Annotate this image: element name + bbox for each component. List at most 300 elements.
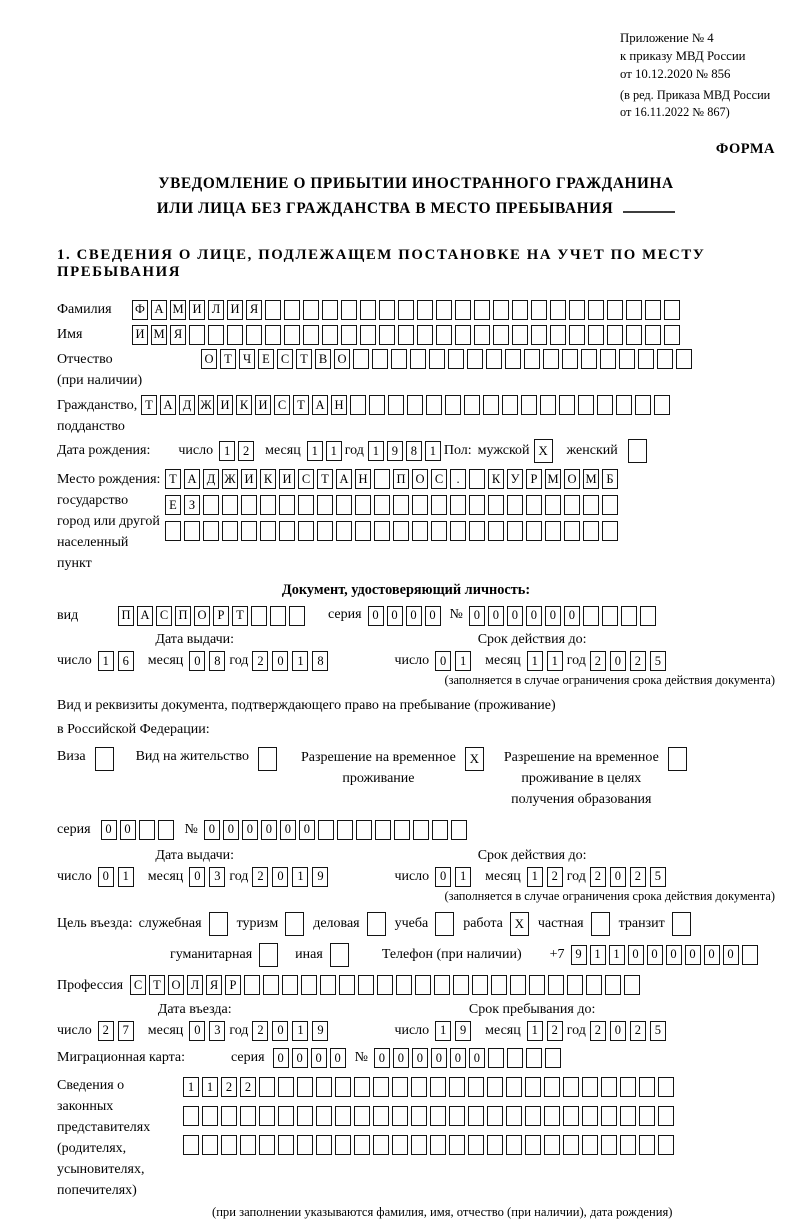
char-cell: [468, 1135, 484, 1155]
char-cell: [658, 1106, 674, 1126]
char-cell: 8: [406, 441, 422, 461]
residence-expiry-month-cells: [527, 867, 567, 887]
birth-place-row-1: [165, 469, 621, 489]
char-cell: [586, 975, 602, 995]
char-cell: 3: [209, 1021, 225, 1041]
form-title: [57, 172, 775, 221]
char-cell: [464, 395, 480, 415]
char-cell: [455, 300, 471, 320]
char-cell: [391, 349, 407, 369]
char-cell: 8: [312, 651, 328, 671]
char-cell: 0: [261, 820, 277, 840]
char-cell: П: [118, 606, 134, 626]
char-cell: [183, 1135, 199, 1155]
char-cell: 0: [628, 945, 644, 965]
char-cell: 2: [630, 651, 646, 671]
char-cell: [445, 395, 461, 415]
amendment-line: (в ред. Приказа МВД России: [620, 87, 771, 102]
residence-permit-option: Вид на жительство: [136, 747, 277, 771]
char-cell: Т: [293, 395, 309, 415]
char-cell: 2: [630, 1021, 646, 1041]
char-cell: [316, 1106, 332, 1126]
char-cell: К: [488, 469, 504, 489]
char-cell: С: [274, 395, 290, 415]
char-cell: [563, 1077, 579, 1097]
representatives-cells: [183, 1075, 677, 1161]
char-cell: 2: [221, 1077, 237, 1097]
char-cell: [393, 495, 409, 515]
residence-issue-date-group: Дата выдачи: число 0 1 месяц 0 3 год 2 0 1 9: [57, 848, 332, 887]
char-cell: [246, 325, 262, 345]
char-cell: [468, 1077, 484, 1097]
char-cell: [251, 606, 267, 626]
purpose-transit: транзит: [619, 912, 691, 936]
birth-date-label: Дата рождения:: [57, 442, 151, 458]
char-cell: [510, 975, 526, 995]
char-cell: 0: [526, 606, 542, 626]
char-cell: [316, 1077, 332, 1097]
patronymic-label: Отчество (при наличии): [57, 352, 143, 389]
char-cell: [658, 1077, 674, 1097]
char-cell: [449, 1106, 465, 1126]
visit-purpose-row-2: [170, 943, 775, 967]
char-cell: [583, 495, 599, 515]
purpose-business-checkbox: [367, 912, 386, 936]
char-cell: 2: [98, 1021, 114, 1041]
char-cell: О: [412, 469, 428, 489]
char-cell: 1: [202, 1077, 218, 1097]
char-cell: [392, 1106, 408, 1126]
char-cell: [488, 495, 504, 515]
char-cell: С: [431, 469, 447, 489]
char-cell: 5: [650, 651, 666, 671]
char-cell: [241, 495, 257, 515]
char-cell: 1: [307, 441, 323, 461]
purpose-humanitarian-checkbox: [259, 943, 278, 967]
char-cell: [139, 820, 155, 840]
birth-place-cells: [165, 469, 621, 547]
char-cell: 0: [431, 1048, 447, 1068]
char-cell: [607, 300, 623, 320]
char-cell: [260, 521, 276, 541]
char-cell: 0: [507, 606, 523, 626]
char-cell: [525, 1077, 541, 1097]
char-cell: [158, 820, 174, 840]
entry-date-heading: Дата въезда:: [157, 1001, 232, 1017]
char-cell: Н: [331, 395, 347, 415]
char-cell: 0: [666, 945, 682, 965]
char-cell: [436, 300, 452, 320]
birth-place-label: Место рождения: государство город или другой населенный пункт: [57, 472, 161, 572]
char-cell: 0: [330, 1048, 346, 1068]
char-cell: [374, 469, 390, 489]
char-cell: 0: [120, 820, 136, 840]
char-cell: 9: [387, 441, 403, 461]
char-cell: [411, 1135, 427, 1155]
char-cell: [507, 521, 523, 541]
char-cell: 2: [252, 651, 268, 671]
char-cell: [545, 1048, 561, 1068]
name-label: Имя: [57, 327, 83, 343]
char-cell: Я: [170, 325, 186, 345]
char-cell: 0: [545, 606, 561, 626]
char-cell: З: [184, 495, 200, 515]
char-cell: 1: [98, 651, 114, 671]
temporary-residence-checkbox: X: [465, 747, 484, 771]
char-cell: [645, 300, 661, 320]
char-cell: [582, 1077, 598, 1097]
char-cell: [279, 495, 295, 515]
visa-option: Виза: [57, 747, 114, 771]
char-cell: [301, 975, 317, 995]
char-cell: [320, 975, 336, 995]
char-cell: [563, 1106, 579, 1126]
char-cell: [507, 1048, 523, 1068]
char-cell: Е: [165, 495, 181, 515]
char-cell: 0: [101, 820, 117, 840]
amendment-line: от 16.11.2022 № 867): [620, 104, 730, 119]
char-cell: Т: [232, 606, 248, 626]
char-cell: [506, 1135, 522, 1155]
char-cell: 8: [209, 651, 225, 671]
char-cell: [393, 521, 409, 541]
char-cell: [624, 975, 640, 995]
char-cell: [601, 1077, 617, 1097]
residence-series-label: серия: [57, 821, 91, 837]
char-cell: [602, 495, 618, 515]
purpose-official-checkbox: [209, 912, 228, 936]
char-cell: 5: [650, 1021, 666, 1041]
char-cell: [284, 300, 300, 320]
birth-day-cells: [219, 441, 257, 461]
char-cell: 0: [704, 945, 720, 965]
char-cell: [431, 495, 447, 515]
char-cell: [289, 606, 305, 626]
char-cell: 0: [387, 606, 403, 626]
char-cell: 1: [292, 1021, 308, 1041]
char-cell: О: [334, 349, 350, 369]
char-cell: [619, 349, 635, 369]
char-cell: [377, 975, 393, 995]
char-cell: 2: [547, 867, 563, 887]
char-cell: 1: [609, 945, 625, 965]
residence-intro-line-1: Вид и реквизиты документа, подтверждающего право на пребывание (проживание): [57, 698, 556, 714]
char-cell: 0: [280, 820, 296, 840]
char-cell: [493, 300, 509, 320]
char-cell: [640, 606, 656, 626]
char-cell: [602, 606, 618, 626]
char-cell: 0: [292, 1048, 308, 1068]
char-cell: [374, 521, 390, 541]
char-cell: [502, 395, 518, 415]
stay-day-cells: [435, 1021, 475, 1041]
char-cell: [165, 521, 181, 541]
char-cell: [398, 325, 414, 345]
residence-expiry-date-group: Срок действия до: число 0 1 месяц 1 2 год 2 0 2 5: [394, 848, 669, 887]
char-cell: [335, 1135, 351, 1155]
char-cell: Т: [220, 349, 236, 369]
char-cell: [259, 1135, 275, 1155]
char-cell: [407, 395, 423, 415]
doc-kind-label: вид: [57, 608, 79, 624]
sex-male-label: мужской: [477, 442, 530, 458]
char-cell: С: [298, 469, 314, 489]
char-cell: [278, 1106, 294, 1126]
char-cell: 1: [455, 867, 471, 887]
char-cell: [639, 1077, 655, 1097]
char-cell: [564, 521, 580, 541]
char-cell: [354, 1135, 370, 1155]
purpose-study: учеба: [395, 912, 455, 936]
residence-number-cells: [204, 820, 470, 840]
char-cell: [488, 1048, 504, 1068]
char-cell: [259, 1106, 275, 1126]
purpose-tourism-checkbox: [285, 912, 304, 936]
char-cell: С: [277, 349, 293, 369]
profession-label: Профессия: [57, 977, 124, 993]
representatives-row-3: [183, 1135, 677, 1155]
sex-female-checkbox: [628, 439, 647, 463]
representatives-note: (при заполнении указываются фамилия, имя, отчество (при наличии), дата рождения): [212, 1205, 673, 1220]
char-cell: 1: [527, 1021, 543, 1041]
migration-card-label: Миграционная карта:: [57, 1049, 186, 1065]
char-cell: [278, 1077, 294, 1097]
entry-date-group: Дата въезда: число 2 7 месяц 0 3 год 2 0 1 9: [57, 1002, 332, 1041]
char-cell: [221, 1135, 237, 1155]
char-cell: [417, 300, 433, 320]
char-cell: [282, 975, 298, 995]
char-cell: [354, 1077, 370, 1097]
residence-issue-heading: Дата выдачи:: [155, 847, 235, 863]
char-cell: [318, 820, 334, 840]
char-cell: [278, 1135, 294, 1155]
char-cell: 9: [455, 1021, 471, 1041]
char-cell: [550, 300, 566, 320]
birth-place-row-2: [165, 495, 621, 515]
char-cell: 0: [564, 606, 580, 626]
char-cell: Д: [203, 469, 219, 489]
annex-block: [620, 30, 800, 121]
char-cell: 1: [435, 1021, 451, 1041]
char-cell: [451, 820, 467, 840]
char-cell: [654, 395, 670, 415]
char-cell: 1: [527, 867, 543, 887]
char-cell: 2: [590, 1021, 606, 1041]
purpose-study-checkbox: [435, 912, 454, 936]
char-cell: Р: [225, 975, 241, 995]
purpose-private: частная: [538, 912, 610, 936]
char-cell: [658, 1135, 674, 1155]
char-cell: [506, 1106, 522, 1126]
char-cell: К: [236, 395, 252, 415]
char-cell: [742, 945, 758, 965]
char-cell: [372, 349, 388, 369]
char-cell: О: [194, 606, 210, 626]
char-cell: [620, 1135, 636, 1155]
char-cell: [240, 1106, 256, 1126]
char-cell: [259, 1077, 275, 1097]
char-cell: [353, 349, 369, 369]
char-cell: [358, 975, 374, 995]
char-cell: [512, 325, 528, 345]
migration-card-number-label: №: [354, 1049, 368, 1065]
char-cell: [474, 300, 490, 320]
char-cell: [605, 975, 621, 995]
char-cell: [373, 1106, 389, 1126]
char-cell: [544, 1135, 560, 1155]
char-cell: 0: [189, 1021, 205, 1041]
purpose-work: работа X: [463, 912, 529, 936]
char-cell: [472, 975, 488, 995]
doc-issue-heading: Дата выдачи:: [155, 632, 235, 648]
char-cell: [487, 1135, 503, 1155]
char-cell: 1: [292, 651, 308, 671]
char-cell: Д: [179, 395, 195, 415]
char-cell: [562, 349, 578, 369]
char-cell: [469, 521, 485, 541]
char-cell: О: [168, 975, 184, 995]
char-cell: [453, 975, 469, 995]
char-cell: [607, 325, 623, 345]
char-cell: [184, 521, 200, 541]
char-cell: [426, 395, 442, 415]
title-line-1: УВЕДОМЛЕНИЕ О ПРИБЫТИИ ИНОСТРАННОГО ГРАЖДАНИНА: [158, 175, 674, 193]
char-cell: [468, 1106, 484, 1126]
sex-label: Пол:: [443, 442, 472, 458]
purpose-transit-checkbox: [672, 912, 691, 936]
char-cell: [203, 495, 219, 515]
char-cell: 2: [240, 1077, 256, 1097]
entry-year-cells: [252, 1021, 332, 1041]
profession-cells: [130, 975, 643, 995]
char-cell: [626, 300, 642, 320]
char-cell: 2: [238, 441, 254, 461]
char-cell: [559, 395, 575, 415]
char-cell: 2: [547, 1021, 563, 1041]
char-cell: [545, 521, 561, 541]
char-cell: А: [137, 606, 153, 626]
char-cell: [449, 1135, 465, 1155]
patronymic-cells: [201, 349, 695, 369]
char-cell: [335, 1077, 351, 1097]
char-cell: [526, 495, 542, 515]
char-cell: 1: [425, 441, 441, 461]
residence-permit-checkbox: [258, 747, 277, 771]
visa-checkbox: [95, 747, 114, 771]
entry-month-cells: [189, 1021, 229, 1041]
char-cell: А: [160, 395, 176, 415]
char-cell: [355, 521, 371, 541]
char-cell: [529, 975, 545, 995]
char-cell: 2: [252, 1021, 268, 1041]
char-cell: Т: [165, 469, 181, 489]
char-cell: [540, 395, 556, 415]
char-cell: [415, 975, 431, 995]
migration-card-number-cells: [374, 1048, 564, 1068]
char-cell: [202, 1135, 218, 1155]
doc-number-cells: [469, 606, 659, 626]
char-cell: [373, 1135, 389, 1155]
residence-number-label: №: [184, 821, 198, 837]
char-cell: Н: [355, 469, 371, 489]
char-cell: [544, 1077, 560, 1097]
birth-month-cells: [307, 441, 345, 461]
char-cell: М: [545, 469, 561, 489]
char-cell: [491, 975, 507, 995]
char-cell: [388, 395, 404, 415]
phone-label: Телефон (при наличии): [381, 946, 522, 962]
annex-line: от 10.12.2020 № 856: [620, 66, 731, 81]
char-cell: [392, 1077, 408, 1097]
char-cell: И: [132, 325, 148, 345]
char-cell: [524, 349, 540, 369]
char-cell: [322, 300, 338, 320]
char-cell: [434, 975, 450, 995]
char-cell: [297, 1077, 313, 1097]
char-cell: [240, 1135, 256, 1155]
char-cell: [270, 606, 286, 626]
char-cell: 0: [393, 1048, 409, 1068]
visit-purpose-label: Цель въезда:: [57, 915, 133, 931]
char-cell: [430, 1077, 446, 1097]
residence-issue-year-cells: [252, 867, 332, 887]
char-cell: И: [241, 469, 257, 489]
char-cell: [450, 495, 466, 515]
doc-series-label: серия: [328, 607, 362, 623]
char-cell: И: [279, 469, 295, 489]
annex-line: к приказу МВД России: [620, 48, 746, 63]
char-cell: [567, 975, 583, 995]
char-cell: А: [184, 469, 200, 489]
char-cell: [588, 325, 604, 345]
char-cell: М: [583, 469, 599, 489]
char-cell: 0: [450, 1048, 466, 1068]
residence-issue-day-cells: [98, 867, 138, 887]
char-cell: И: [217, 395, 233, 415]
char-cell: 0: [98, 867, 114, 887]
char-cell: 1: [118, 867, 134, 887]
char-cell: [396, 975, 412, 995]
char-cell: 0: [272, 651, 288, 671]
doc-number-label: №: [449, 607, 463, 623]
char-cell: [430, 1106, 446, 1126]
char-cell: [341, 325, 357, 345]
char-cell: 0: [223, 820, 239, 840]
char-cell: [360, 325, 376, 345]
char-cell: [588, 300, 604, 320]
char-cell: [379, 300, 395, 320]
representatives-row-2: [183, 1106, 677, 1126]
char-cell: [317, 495, 333, 515]
char-cell: 0: [368, 606, 384, 626]
char-cell: [341, 300, 357, 320]
char-cell: А: [336, 469, 352, 489]
char-cell: У: [507, 469, 523, 489]
char-cell: Л: [208, 300, 224, 320]
char-cell: [417, 325, 433, 345]
char-cell: [336, 521, 352, 541]
char-cell: 0: [610, 867, 626, 887]
char-cell: 0: [469, 606, 485, 626]
char-cell: [450, 521, 466, 541]
char-cell: Е: [258, 349, 274, 369]
purpose-tourism: туризм: [237, 912, 305, 936]
char-cell: 0: [435, 867, 451, 887]
char-cell: 0: [204, 820, 220, 840]
char-cell: Р: [526, 469, 542, 489]
doc-expiry-note: (заполняется в случае ограничения срока действия документа): [444, 673, 775, 688]
char-cell: С: [156, 606, 172, 626]
